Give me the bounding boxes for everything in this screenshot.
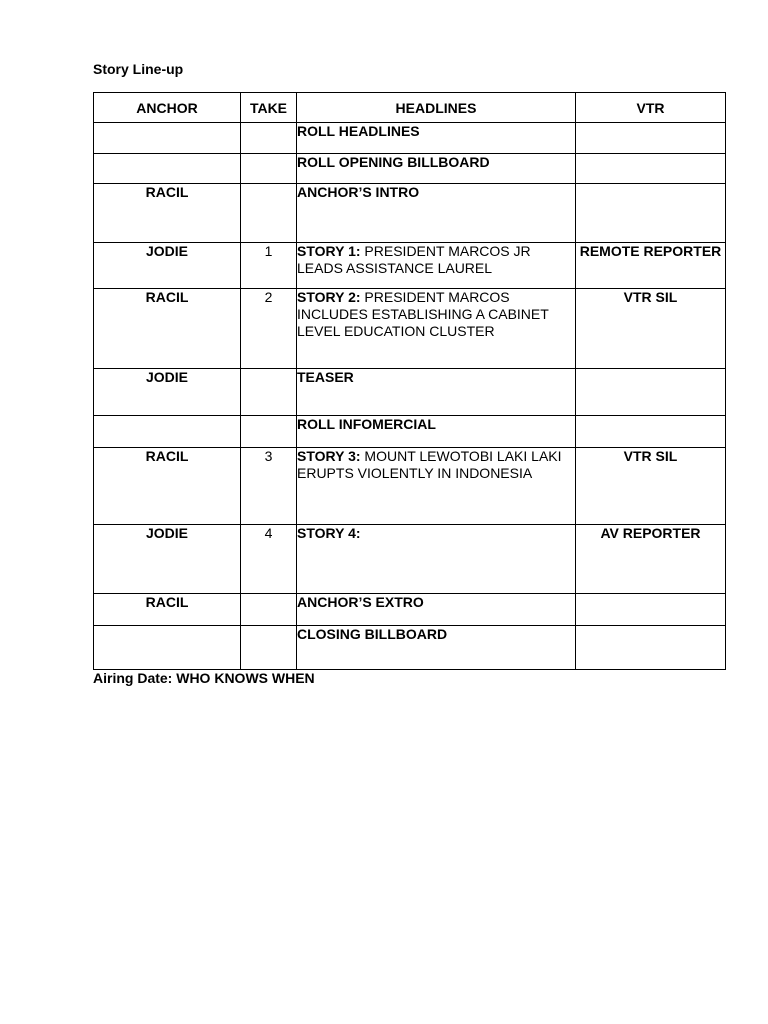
headline-label: STORY 1:	[297, 243, 361, 259]
table-row	[94, 416, 726, 448]
headline-cell	[297, 369, 576, 416]
headline-cell	[297, 184, 576, 243]
headline-label: ROLL INFOMERCIAL	[297, 416, 436, 432]
anchor-cell	[94, 626, 241, 670]
headline-cell	[297, 626, 576, 670]
table-row	[94, 184, 726, 243]
header-take: TAKE	[241, 93, 297, 123]
anchor-cell	[94, 154, 241, 184]
anchor-cell: JODIE	[94, 525, 241, 594]
table-row	[94, 448, 726, 525]
take-cell	[241, 594, 297, 626]
anchor-cell: RACIL	[94, 594, 241, 626]
vtr-cell: VTR SIL	[576, 448, 726, 525]
headline-cell	[297, 416, 576, 448]
headline-cell	[297, 123, 576, 154]
headline-label: ANCHOR’S EXTRO	[297, 594, 424, 610]
anchor-cell: RACIL	[94, 289, 241, 369]
take-cell	[241, 154, 297, 184]
anchor-cell: RACIL	[94, 184, 241, 243]
header-vtr: VTR	[576, 93, 726, 123]
vtr-cell	[576, 416, 726, 448]
headline-cell	[297, 594, 576, 626]
headline-label: ROLL OPENING BILLBOARD	[297, 154, 490, 170]
take-cell	[241, 626, 297, 670]
headline-label: STORY 4:	[297, 525, 361, 541]
vtr-cell: AV REPORTER	[576, 525, 726, 594]
vtr-cell: VTR SIL	[576, 289, 726, 369]
anchor-cell: JODIE	[94, 243, 241, 289]
take-cell: 4	[241, 525, 297, 594]
vtr-cell: REMOTE REPORTER	[576, 243, 726, 289]
table-row	[94, 626, 726, 670]
vtr-cell	[576, 626, 726, 670]
table-row	[94, 123, 726, 154]
vtr-cell	[576, 123, 726, 154]
take-cell: 3	[241, 448, 297, 525]
anchor-cell: RACIL	[94, 448, 241, 525]
headline-cell	[297, 448, 576, 525]
table-row	[94, 289, 726, 369]
headline-cell	[297, 154, 576, 184]
headline-label: STORY 2:	[297, 289, 361, 305]
anchor-cell	[94, 416, 241, 448]
table-row	[94, 154, 726, 184]
header-headlines: HEADLINES	[297, 93, 576, 123]
header-anchor: ANCHOR	[94, 93, 241, 123]
table-row	[94, 525, 726, 594]
headline-text: PRESIDENT MARCOS INCLUDES ESTABLISHING A CABINET LEVEL EDUCATION CLUSTER	[297, 289, 549, 339]
vtr-cell	[576, 594, 726, 626]
take-cell	[241, 369, 297, 416]
take-cell: 1	[241, 243, 297, 289]
headline-cell	[297, 525, 576, 594]
vtr-cell	[576, 369, 726, 416]
take-cell	[241, 184, 297, 243]
headline-text: PRESIDENT MARCOS JR LEADS ASSISTANCE LAUREL	[297, 243, 531, 276]
anchor-cell	[94, 123, 241, 154]
take-cell	[241, 416, 297, 448]
headline-cell	[297, 289, 576, 369]
table-row	[94, 369, 726, 416]
headline-label: STORY 3:	[297, 448, 361, 464]
table-header-row	[94, 93, 726, 123]
headline-label: CLOSING BILLBOARD	[297, 626, 448, 642]
take-cell	[241, 123, 297, 154]
airing-date: Airing Date: WHO KNOWS WHEN	[93, 670, 315, 686]
anchor-cell: JODIE	[94, 369, 241, 416]
table-row	[94, 594, 726, 626]
story-lineup-table	[93, 92, 726, 670]
headline-label: TEASER	[297, 369, 354, 385]
headline-cell	[297, 243, 576, 289]
headline-label: ROLL HEADLINES	[297, 123, 420, 139]
page-title: Story Line-up	[93, 61, 184, 77]
vtr-cell	[576, 184, 726, 243]
table-row	[94, 243, 726, 289]
headline-text: MOUNT LEWOTOBI LAKI LAKI ERUPTS VIOLENTLY IN INDONESIA	[297, 448, 562, 481]
vtr-cell	[576, 154, 726, 184]
headline-label: ANCHOR’S INTRO	[297, 184, 420, 200]
take-cell: 2	[241, 289, 297, 369]
